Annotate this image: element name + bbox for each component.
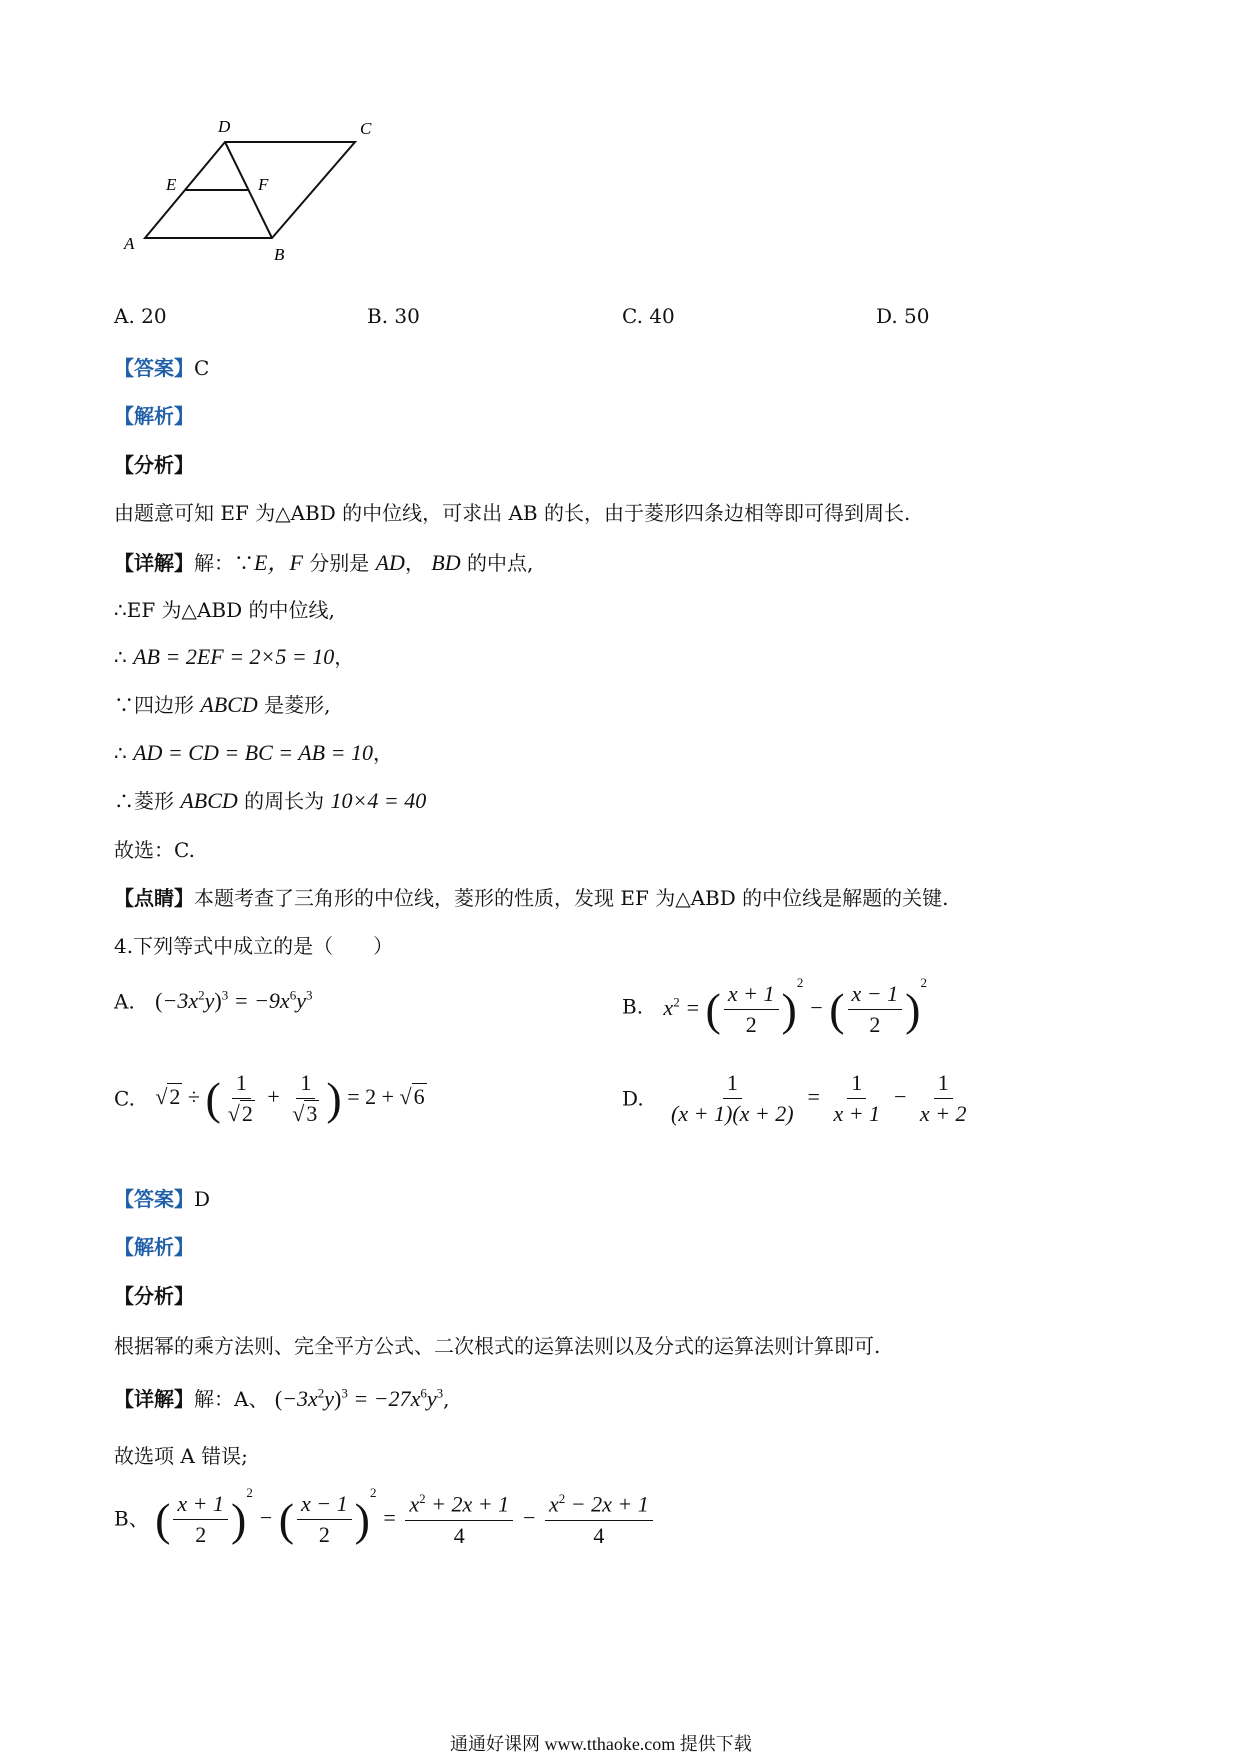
q4-opt-b-label: B. <box>622 994 644 1019</box>
step4-end: 是菱形, <box>264 693 331 717</box>
step6-prefix: ∴菱形 <box>114 789 174 813</box>
q4-b-line <box>114 1485 656 1549</box>
q4-opt-c-formula: √2 ÷ ( $\frac{1}{√2}$ + $\frac{1}{√3}$ ) = 2 + √6 <box>155 1070 425 1126</box>
q4-answer-line <box>114 1183 210 1212</box>
q4-err-a: 故选项 A 错误; <box>114 1444 248 1468</box>
label-f: F <box>258 175 269 194</box>
step5-prefix: ∴ <box>114 741 127 765</box>
step1-mid: 分别是 <box>309 551 370 575</box>
step1-ad: AD <box>375 550 405 575</box>
q3-step4 <box>114 689 331 718</box>
step3-prefix: ∴ <box>114 645 127 669</box>
q3-fenxi-tag: 【分析】 <box>114 453 194 477</box>
step6-math2: 10×4 = 40 <box>330 788 427 813</box>
footer-text: 通通好课网 www.tthaoke.com 提供下载 <box>450 1734 752 1754</box>
q4-option-b <box>622 975 927 1038</box>
label-e: E <box>166 175 177 194</box>
q4-xiangjie-tag: 【详解】 <box>114 1387 194 1411</box>
step1-sep: ， <box>404 551 425 575</box>
q3-option-b: B. 30 <box>367 304 420 328</box>
label-d: D <box>218 117 231 136</box>
q3-jiexi-line: 【解析】 <box>114 404 194 428</box>
q3-dianjing <box>114 882 948 911</box>
dianjing-tag: 【点睛】 <box>114 886 194 910</box>
step3-end: ， <box>334 645 355 669</box>
q3-option-d: D. 50 <box>876 304 930 328</box>
q3-step5 <box>114 737 393 766</box>
label-b: B <box>274 245 285 264</box>
step1-bd: BD <box>431 550 461 575</box>
label-c: C <box>360 119 372 138</box>
q3-option-c: C. 40 <box>622 304 675 328</box>
step1-math: E，F <box>254 550 303 575</box>
step5-math: AD = CD = BC = AB = 10 <box>133 740 373 765</box>
xiangjie-tag: 【详解】 <box>114 551 194 575</box>
label-a: A <box>124 234 135 253</box>
q4-opt-d-label: D. <box>622 1086 644 1111</box>
q4-opt-a-formula: $(-3x^2y)^3 = -9x^6y^3$ <box>155 988 313 1014</box>
q4-b-formula: ( $\frac{x + 1}{2}$ )$^2$ − ( $\frac{x - 1}{2}$ )$^2$ = $\frac{x^2 + 2x + 1}{4}$ − $\frac{x^2 - 2x + 1}{4}$ <box>155 1505 656 1530</box>
q3-fenxi-text: 由题意可知 EF 为△ABD 的中位线，可求出 AB 的长，由于菱形四条边相等即可得到周长. <box>114 501 911 525</box>
dianjing-text: 本题考查了三角形的中位线，菱形的性质，发现 EF 为△ABD 的中位线是解题的关键. <box>194 886 949 910</box>
rhombus-figure <box>110 110 400 270</box>
q4-option-d <box>622 1070 974 1127</box>
step5-end: ， <box>372 741 393 765</box>
q3-step3 <box>114 641 354 670</box>
step4-math: ABCD <box>200 692 258 717</box>
step4-prefix: ∵四边形 <box>114 693 194 717</box>
q4-answer-value: D <box>194 1187 211 1211</box>
q3-option-a: A. 20 <box>114 304 167 328</box>
q4-xiangjie: 【详解】解：A、 $(-3x^2y)^3 = -27x^6y^3$, <box>114 1385 450 1411</box>
q4-fenxi-text: 根据幂的乘方法则、完全平方公式、二次根式的运算法则以及分式的运算法则计算即可. <box>114 1334 881 1358</box>
q4-opt-b-formula: $x^2$ = ( $\frac{x + 1}{2}$ )$^2$ − ( $\frac{x - 1}{2}$ )$^2$ <box>663 975 927 1038</box>
q3-step2: ∴EF 为△ABD 的中位线, <box>114 598 335 622</box>
answer-value: C <box>194 356 210 380</box>
q4-jiexi-line: 【解析】 <box>114 1235 194 1259</box>
q3-step1 <box>114 546 533 577</box>
q3-answer-line <box>114 352 209 381</box>
q4-option-c <box>114 1070 427 1127</box>
step6-math: ABCD <box>180 788 238 813</box>
step3-math: AB = 2EF = 2×5 = 10 <box>133 644 335 669</box>
step1-end: 的中点, <box>466 551 534 575</box>
step6-mid: 的周长为 <box>244 789 325 813</box>
q4-opt-c-label: C. <box>114 1086 135 1111</box>
q4-opt-a-label: A. <box>114 989 135 1014</box>
q4-fenxi-tag: 【分析】 <box>114 1284 194 1308</box>
q3-guxuan: 故选：C. <box>114 838 195 862</box>
q4-xiangjie-prefix: 解：A、 <box>194 1387 269 1411</box>
q4-b-prefix: B、 <box>114 1506 149 1531</box>
rhombus-outline <box>145 142 355 238</box>
step1-prefix: 解：∵ <box>194 551 254 575</box>
q4-opt-d-formula: $\frac{1}{(x + 1)(x + 2)}$ = $\frac{1}{x + 1}$ − $\frac{1}{x + 2}$ <box>671 1070 967 1126</box>
answer-tag: 【答案】 <box>114 356 194 380</box>
q3-step6 <box>114 785 426 814</box>
q4-answer-tag: 【答案】 <box>114 1187 194 1211</box>
q4-stem: 4.下列等式中成立的是（ ） <box>114 934 394 958</box>
q4-option-a <box>114 988 312 1014</box>
q4-xiangjie-formula: $(-3x^2y)^3 = -27x^6y^3$ <box>274 1385 444 1411</box>
